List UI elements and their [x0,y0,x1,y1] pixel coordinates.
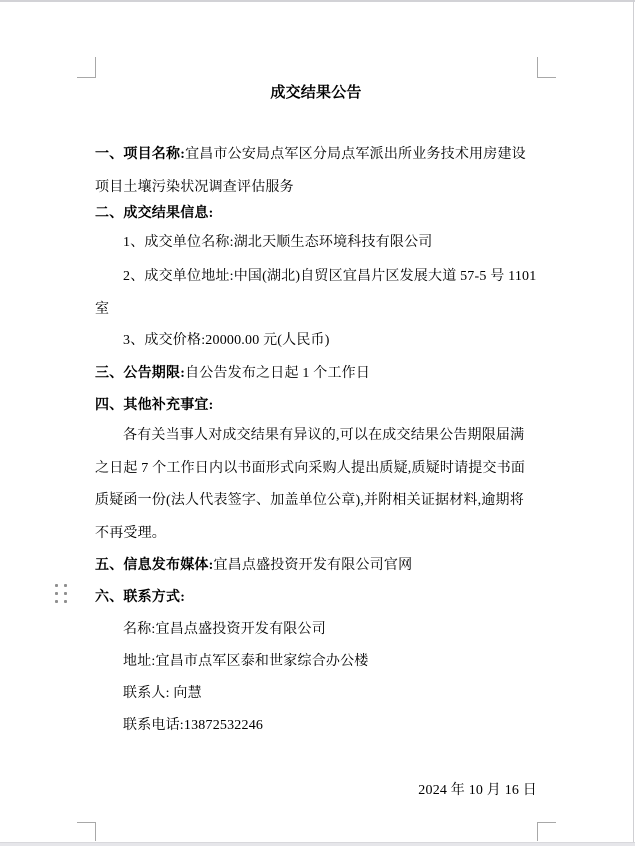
doc-date: 2024 年 10 月 16 日 [418,783,537,798]
drag-handle-dot [55,584,58,587]
drag-handle-dot [64,600,67,603]
contact-address: 地址:宜昌市点军区泰和世家综合办公楼 [123,654,369,669]
section-4-body: 各有关当事人对成交结果有异议的,可以在成交结果公告期限届满之日起 7 个工作日内以书面形式向采购人提出质疑,质疑时请提交书面质疑函一份(法人代表签字、加盖单位公章),并附相关证据材料,逾期将不再受理。 [95,428,526,541]
contact-phone: 联系电话:13872532246 [123,718,264,733]
drag-handle-dot [55,592,58,595]
section-5-label: 五、信息发布媒体: [95,558,214,573]
page-top-edge [0,0,635,2]
winner-address-item: 2、成交单位地址:中国(湖北)自贸区宜昌片区发展大道 57-5 号 1101 室 [95,269,537,317]
drag-handle-dot [64,584,67,587]
section-4-heading [95,390,537,423]
margin-corner-mark-top-right [537,57,556,78]
page-bottom-edge [0,842,635,846]
winner-name-item: 1、成交单位名称:湖北天顺生态环境科技有限公司 [123,235,433,250]
margin-corner-mark-bottom-left [77,822,96,841]
section-4-label: 四、其他补充事宜: [95,398,214,413]
section-3-notice-period [95,358,537,391]
section-5-publish-media [95,550,537,583]
section-5-text: 宜昌点盛投资开发有限公司官网 [213,558,413,573]
block-drag-handle-icon[interactable] [55,584,67,603]
price-item: 3、成交价格:20000.00 元(人民币) [123,333,330,348]
section-3-label: 三、公告期限: [95,366,186,381]
contact-name: 名称:宜昌点盛投资开发有限公司 [123,622,326,637]
section-6-label: 六、联系方式: [95,590,186,605]
margin-corner-mark-bottom-right [537,822,556,841]
section-3-text: 自公告发布之日起 1 个工作日 [185,366,371,381]
section-1-label: 一、项目名称: [95,147,186,162]
drag-handle-dot [55,600,58,603]
drag-handle-dot [64,592,67,595]
section-6-heading [95,582,537,615]
page-right-edge [633,0,634,846]
doc-title: 成交结果公告 [270,85,362,101]
contact-person: 联系人: 向慧 [123,686,202,701]
section-2-label: 二、成交结果信息: [95,206,214,221]
section-2-heading [95,198,537,231]
margin-corner-mark-top-left [77,57,96,78]
section-1-project-name [95,139,537,204]
section-1-text: 宜昌市公安局点军区分局点军派出所业务技术用房建设项目土壤污染状况调查评估服务 [95,147,526,195]
